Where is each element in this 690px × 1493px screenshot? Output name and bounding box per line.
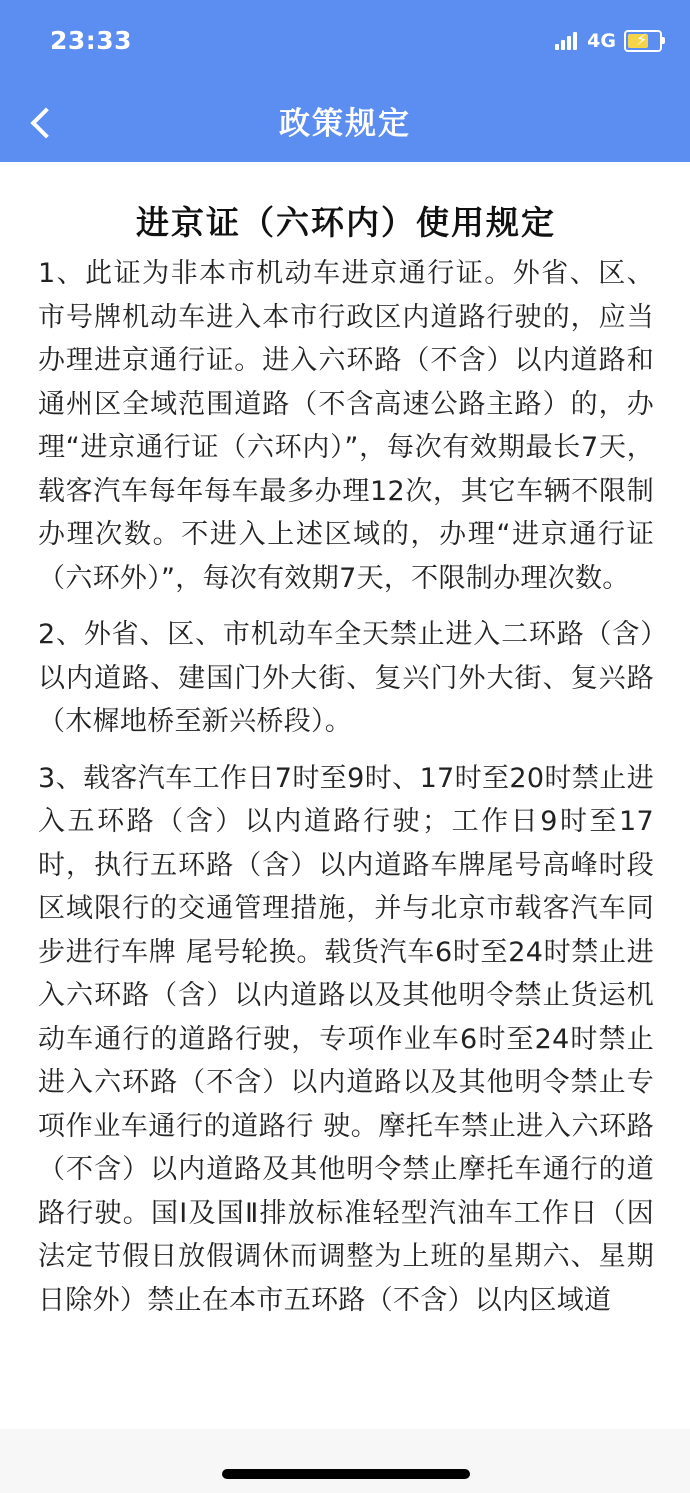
battery-cap [662, 37, 665, 44]
status-indicators [555, 28, 662, 54]
lightning-bolt-icon: ⚡ [636, 30, 648, 49]
status-time: 23:33 [50, 26, 133, 55]
signal-bars-icon [555, 32, 579, 50]
home-indicator[interactable] [222, 1469, 470, 1479]
article-title: 进京证（六环内）使用规定 [136, 203, 556, 242]
article-paragraph-2: 2、外省、区、市机动车全天禁止进入二环路（含）以内道路、建国门外大街、复兴门外大街、复兴路（木樨地桥至新兴桥段）。 [38, 619, 654, 737]
battery-charging-icon [624, 30, 662, 52]
article-content [38, 198, 654, 1335]
article-paragraph-3: 3、载客汽车工作日7时至9时、17时至20时禁止进入五环路（含）以内道路行驶；工作日9时至17时，执行五环路（含）以内道路车牌尾号高峰时段区域限行的交通管理措施，并与北京市载客汽车同步进行车牌 尾号轮换。载货汽车6时至24时禁止进入六环路（含）以内道路以及其他明令禁止货运机动车通行的道路行驶，专项作业车6时至24时禁止进入六环路（不含）以内道路以及其他明令禁止专项作业车通行的道路行 驶。摩托车禁止进入六环路（不含）以内道路及其他明令禁止摩托车通行的道路行驶。国Ⅰ及国Ⅱ排放标准轻型汽油车工作日（因法定节假日放假调休而调整为上班的星期六、星期日除外）禁止在本市五环路（不含）以内区域道 [38, 762, 654, 1316]
page-title: 政策规定 [279, 106, 411, 142]
network-type: 4G [587, 30, 616, 52]
top-bar [0, 0, 690, 162]
article-paragraph-1: 1、此证为非本市机动车进京通行证。外省、区、市号牌机动车进入本市行政区内道路行驶的，应当办理进京通行证。进入六环路（不含）以内道路和通州区全域范围道路（不含高速公路主路）的，办理“进京通行证（六环内）”，每次有效期最长7天，载客汽车每年每车最多办理12次，其它车辆不限制办理次数。不进入上述区域的，办理“进京通行证（六环外）”，每次有效期7天，不限制办理次数。 [38, 258, 654, 594]
bottom-safe-area [0, 1429, 690, 1493]
